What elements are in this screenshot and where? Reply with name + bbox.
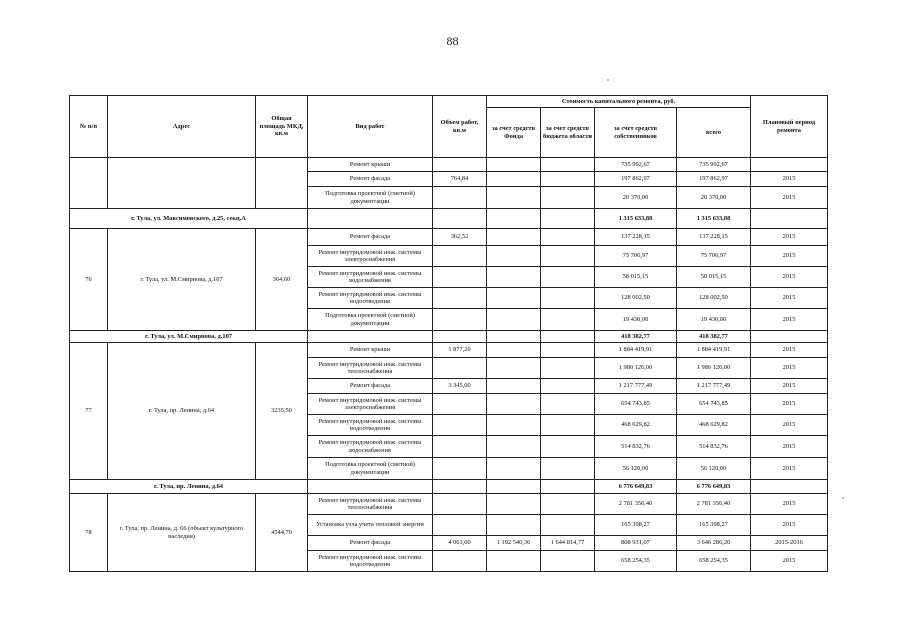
subtotal-row [70,331,828,343]
cell-period: 2015 [751,515,828,536]
cell-total: 165 398,27 [677,515,751,536]
cell-fund [487,458,541,480]
cell-volume [433,288,487,309]
cell-total: 56 120,00 [677,458,751,480]
cell-total: 197 862,97 [677,172,751,187]
cell-volume [433,515,487,536]
cell-total: 58 015,15 [677,267,751,288]
cell-regional [541,515,595,536]
subtotal-total: 1 315 633,88 [677,209,751,229]
scan-speck [607,79,609,81]
cell-regional [541,229,595,246]
cell-total: 3 646 286,20 [677,536,751,551]
cell-total: 514 832,76 [677,436,751,458]
cell-owners: 197 862,97 [595,172,677,187]
cell-work: Ремонт крыши [308,158,433,172]
header-regional-budget: за счет средств бюджета области [541,108,595,158]
capital-repair-table [69,95,828,572]
cell-area: 364,60 [256,229,308,331]
cell-volume [433,551,487,572]
cell-period: 2015 [751,267,828,288]
header-owners: за счет средств собственников [595,108,677,158]
cell-total: 2 781 356,40 [677,494,751,515]
cell-fund [487,415,541,436]
cell-fund [487,515,541,536]
cell-total: 1 884 419,91 [677,343,751,358]
cell-period: 2015 [751,229,828,246]
cell-fund [487,551,541,572]
cell-regional [541,494,595,515]
cell-total: 468 629,82 [677,415,751,436]
cell-fund [487,436,541,458]
cell-volume [433,494,487,515]
cell-fund: 1 192 540,36 [487,536,541,551]
cell-owners: 1 884 419,91 [595,343,677,358]
cell-fund [487,229,541,246]
cell-owners: 658 254,35 [595,551,677,572]
cell-owners: 514 832,76 [595,436,677,458]
cell-regional [541,246,595,267]
cell-area [256,158,308,209]
cell-work: Подготовка проектной (сметной) документации [308,309,433,331]
cell-fund [487,267,541,288]
subtotal-owners: 6 776 649,83 [595,480,677,494]
scan-speck [842,497,844,499]
cell-period: 2015 [751,415,828,436]
cell-regional [541,436,595,458]
cell-period: 2015 [751,288,828,309]
cell-volume: 1 877,20 [433,343,487,358]
cell-work: Подготовка проектной (сметной) документации [308,187,433,209]
header-num: № п/п [70,96,108,158]
cell-period: 2015-2016 [751,536,828,551]
cell-volume [433,415,487,436]
cell-address [108,158,256,209]
header-area: Общая площадь МКД, кв.м [256,96,308,158]
cell-owners: 165 398,27 [595,515,677,536]
cell-num: 78 [70,494,108,572]
subtotal-total: 418 382,77 [677,331,751,343]
cell-regional [541,267,595,288]
cell-owners: 654 743,85 [595,394,677,415]
cell-period: 2015 [751,309,828,331]
cell-work: Ремонт внутридомовой инж. системы водоотведения [308,551,433,572]
cell-work: Установка узла учета тепловой энергии [308,515,433,536]
cell-period: 2015 [751,394,828,415]
header-period: Плановый период ремонта [751,96,828,158]
cell-fund [487,187,541,209]
cell-fund [487,358,541,379]
cell-volume [433,267,487,288]
cell-volume [433,246,487,267]
cell-address: г. Тула, пр. Ленина, д. 66 (объект культурного наследия) [108,494,256,572]
cell-volume: 362,52 [433,229,487,246]
cell-num: 76 [70,229,108,331]
cell-owners: 137 228,15 [595,229,677,246]
cell-period: 2015 [751,458,828,480]
header-total: всего [677,108,751,158]
cell-fund [487,379,541,394]
subtotal-owners: 1 315 633,88 [595,209,677,229]
cell-fund [487,394,541,415]
cell-volume [433,358,487,379]
cell-total: 1 980 126,00 [677,358,751,379]
cell-work: Ремонт фасада [308,536,433,551]
cell-volume: 3 345,00 [433,379,487,394]
cell-work: Ремонт внутридомовой инж. системы водоотведения [308,288,433,309]
table-row [70,158,828,172]
cell-owners: 75 706,97 [595,246,677,267]
cell-num: 77 [70,343,108,480]
cell-total: 128 002,50 [677,288,751,309]
cell-owners: 20 370,00 [595,187,677,209]
cell-volume [433,458,487,480]
cell-period: 2015 [751,187,828,209]
cell-volume [433,436,487,458]
cell-owners: 2 781 356,40 [595,494,677,515]
header-cost-group: Стоимость капитального ремонта, руб. [487,96,751,108]
cell-regional [541,343,595,358]
subtotal-label: г. Тула, пр. Ленина, д.64 [70,480,308,494]
cell-work: Ремонт внутридомовой инж. системы теплоснабжения [308,358,433,379]
cell-owners: 56 120,00 [595,458,677,480]
cell-owners: 58 015,15 [595,267,677,288]
subtotal-label: г. Тула, ул. Максимовского, д.25, секц.А [70,209,308,229]
cell-regional [541,415,595,436]
cell-regional [541,379,595,394]
cell-work: Ремонт внутридомовой инж. системы водоснабжения [308,436,433,458]
cell-fund [487,172,541,187]
cell-regional [541,158,595,172]
cell-work: Ремонт внутридомовой инж. системы теплоснабжения [308,494,433,515]
table-row [70,229,828,246]
cell-work: Ремонт внутридомовой инж. системы водоотведения [308,415,433,436]
header-fund: за счет средств Фонда [487,108,541,158]
cell-fund [487,288,541,309]
subtotal-row [70,480,828,494]
cell-period: 2015 [751,494,828,515]
cell-period: 2015 [751,172,828,187]
cell-fund [487,246,541,267]
cell-address: г. Тула, ул. М.Смирнова, д.107 [108,229,256,331]
cell-regional [541,187,595,209]
cell-owners: 1 980 126,00 [595,358,677,379]
cell-fund [487,158,541,172]
cell-work: Ремонт внутридомовой инж. системы электроснабжения [308,394,433,415]
cell-work: Ремонт фасада [308,229,433,246]
cell-area: 3235,50 [256,343,308,480]
table-row [70,494,828,515]
cell-num [70,158,108,209]
cell-total: 137 228,15 [677,229,751,246]
cell-volume [433,309,487,331]
cell-fund [487,494,541,515]
cell-owners: 19 430,00 [595,309,677,331]
cell-period: 2015 [751,246,828,267]
cell-total: 1 217 777,49 [677,379,751,394]
cell-owners: 1 217 777,49 [595,379,677,394]
cell-total: 658 254,35 [677,551,751,572]
cell-fund [487,343,541,358]
cell-work: Ремонт внутридомовой инж. системы водоснабжения [308,267,433,288]
page-number: 88 [446,34,459,48]
cell-period: 2015 [751,551,828,572]
cell-period: 2015 [751,358,828,379]
cell-total: 19 430,00 [677,309,751,331]
cell-regional [541,358,595,379]
cell-period: 2015 [751,436,828,458]
header-address: Адрес [108,96,256,158]
cell-volume: 4 061,00 [433,536,487,551]
cell-regional [541,458,595,480]
cell-area: 4544,70 [256,494,308,572]
cell-regional [541,394,595,415]
cell-work: Подготовка проектной (сметной) документации [308,458,433,480]
cell-volume: 764,84 [433,172,487,187]
subtotal-label: г. Тула, ул. М.Смирнова, д.107 [70,331,308,343]
table-row [70,343,828,358]
cell-work: Ремонт внутридомовой инж. системы электроснабжения [308,246,433,267]
cell-volume [433,187,487,209]
subtotal-total: 6 776 649,83 [677,480,751,494]
cell-total: 75 706,97 [677,246,751,267]
cell-total: 20 370,00 [677,187,751,209]
cell-total: 654 743,85 [677,394,751,415]
cell-volume [433,158,487,172]
subtotal-owners: 418 382,77 [595,331,677,343]
subtotal-row [70,209,828,229]
header-volume: Объем работ, кв.м [433,96,487,158]
cell-total: 735 992,67 [677,158,751,172]
cell-owners: 468 629,82 [595,415,677,436]
cell-regional: 1 644 814,77 [541,536,595,551]
cell-regional [541,551,595,572]
cell-period [751,158,828,172]
cell-owners: 808 931,07 [595,536,677,551]
cell-fund [487,309,541,331]
cell-regional [541,172,595,187]
cell-period: 2015 [751,379,828,394]
cell-period: 2015 [751,343,828,358]
cell-work: Ремонт фасада [308,172,433,187]
cell-regional [541,288,595,309]
cell-owners: 735 992,67 [595,158,677,172]
header-work-type: Вид работ [308,96,433,158]
cell-regional [541,309,595,331]
cell-owners: 128 002,50 [595,288,677,309]
cell-work: Ремонт фасада [308,379,433,394]
cell-work: Ремонт крыши [308,343,433,358]
cell-address: г. Тула, пр. Ленина, д.64 [108,343,256,480]
cell-volume [433,394,487,415]
